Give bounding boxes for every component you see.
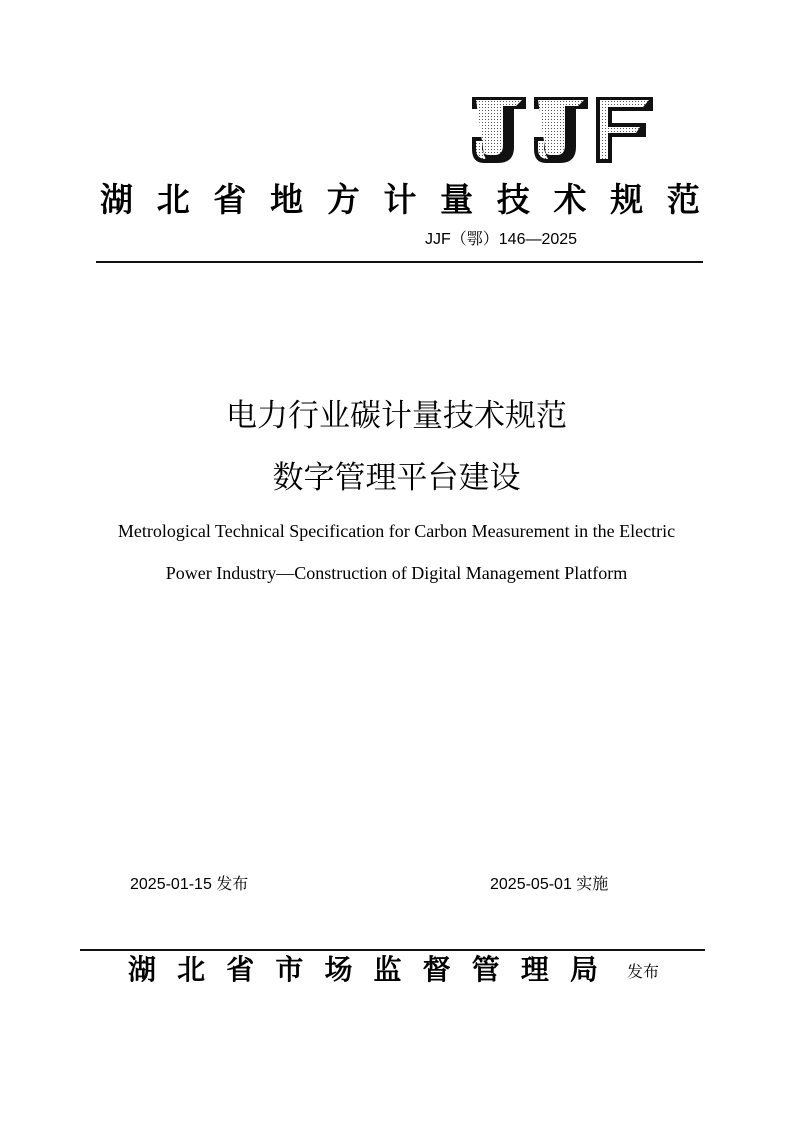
issuer-char: 理 <box>520 953 549 986</box>
document-title-cn-line1: 电力行业碳计量技术规范 <box>226 398 567 434</box>
document-title-en-line2: Power Industry—Construction of Digital Management Platform <box>165 563 628 583</box>
document-title-en-line1: Metrological Technical Specification for Carbon Measurement in the Electric <box>117 521 676 541</box>
issuer-char: 局 <box>569 953 598 986</box>
series-char: 术 <box>553 180 587 219</box>
series-char: 北 <box>156 180 190 219</box>
issuer-suffix: 发布 <box>627 962 660 981</box>
issuer-char: 北 <box>177 953 206 986</box>
series-char: 规 <box>610 180 644 219</box>
issuer-char: 省 <box>226 953 255 986</box>
series-char: 湖 <box>100 180 133 219</box>
series-char: 地 <box>270 180 304 219</box>
standard-series-title <box>100 178 700 222</box>
header-divider <box>96 261 703 263</box>
issue-date: 2025-01-15 发布 <box>130 876 249 893</box>
issuer-char: 场 <box>324 953 353 986</box>
issuer-char: 湖 <box>128 953 157 986</box>
issuer-char: 督 <box>422 953 451 986</box>
issuer-name <box>128 951 598 989</box>
series-char: 技 <box>496 180 530 219</box>
series-char: 省 <box>213 180 247 219</box>
issuer-char: 监 <box>373 953 402 986</box>
document-title-cn-line2: 数字管理平台建设 <box>272 460 521 496</box>
jjf-logo-icon <box>470 95 655 167</box>
standard-code: JJF（鄂）146—2025 <box>425 231 578 248</box>
series-char: 计 <box>383 180 417 219</box>
effective-date: 2025-05-01 实施 <box>490 876 609 893</box>
series-char: 范 <box>666 180 700 219</box>
issuer-char: 市 <box>275 953 304 986</box>
issuer-char: 管 <box>471 953 500 986</box>
series-char: 方 <box>326 180 360 219</box>
series-char: 量 <box>440 180 474 219</box>
